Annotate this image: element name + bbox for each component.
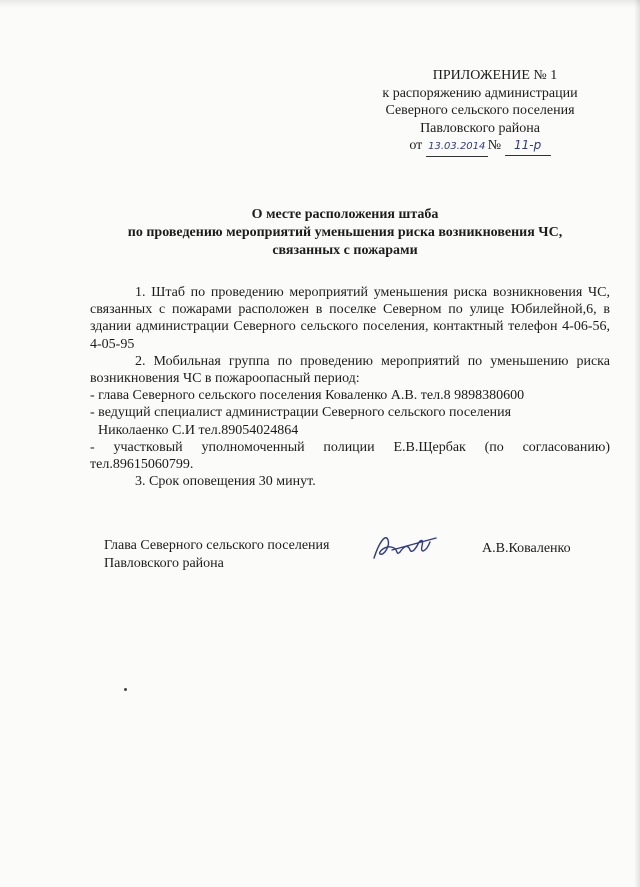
appendix-date-line <box>360 137 600 157</box>
paragraph-2: 2. Мобильная группа по проведению мероприятий по уменьшению риска возникновения ЧС в пожароопасный период: <box>90 353 610 387</box>
paragraph-1: 1. Штаб по проведению мероприятий уменьшения риска возникновения ЧС, связанных с пожарами расположен в поселке Северном по улице Юбилейной,6, в здании администрации Северного сельского поселения, контактный телефон 4-06-56, 4-05-95 <box>90 285 610 352</box>
title-line-2: по проведению мероприятий уменьшения риска возникновения ЧС, <box>127 225 563 240</box>
position-line-2: Павловского района <box>104 555 224 571</box>
list-item-head: - глава Северного сельского поселения Коваленко А.В. тел.8 9898380600 <box>90 388 525 404</box>
scan-shadow-right <box>634 0 640 887</box>
document-body <box>90 284 610 490</box>
appendix-line-2: Северного сельского поселения <box>385 103 575 118</box>
position-line-1: Глава Северного сельского поселения <box>104 538 330 553</box>
scan-shadow-top <box>0 0 640 8</box>
title-line-1: О месте расположения штаба <box>251 207 439 222</box>
title-line-3: связанных с пожарами <box>272 243 418 258</box>
appendix-title: ПРИЛОЖЕНИЕ № 1 <box>432 68 558 83</box>
signatory-position <box>104 537 364 572</box>
list-item-specialist-contact: Николаенко С.И тел.89054024864 <box>98 422 299 438</box>
list-item-specialist: - ведущий специалист администрации Северного сельского поселения <box>90 405 512 421</box>
appendix-header <box>360 67 600 157</box>
handwritten-date: 13.03.2014 <box>426 138 488 157</box>
appendix-line-3: Павловского района <box>420 120 540 136</box>
list-item-police: - участковый уполномоченный полиции Е.В.Щербак (по согласованию) тел.89615060799. <box>90 439 610 473</box>
handwritten-number: 11-р <box>505 137 551 156</box>
from-label: от <box>409 138 423 153</box>
signatory-name: А.В.Коваленко <box>482 541 571 556</box>
number-label: № <box>487 138 502 153</box>
paragraph-3: 3. Срок оповещения 30 минут. <box>135 474 316 490</box>
handwritten-signature-icon <box>370 530 440 564</box>
document-title <box>80 206 610 260</box>
appendix-line-1: к распоряжению администрации <box>382 85 578 101</box>
scan-speck <box>124 688 127 691</box>
